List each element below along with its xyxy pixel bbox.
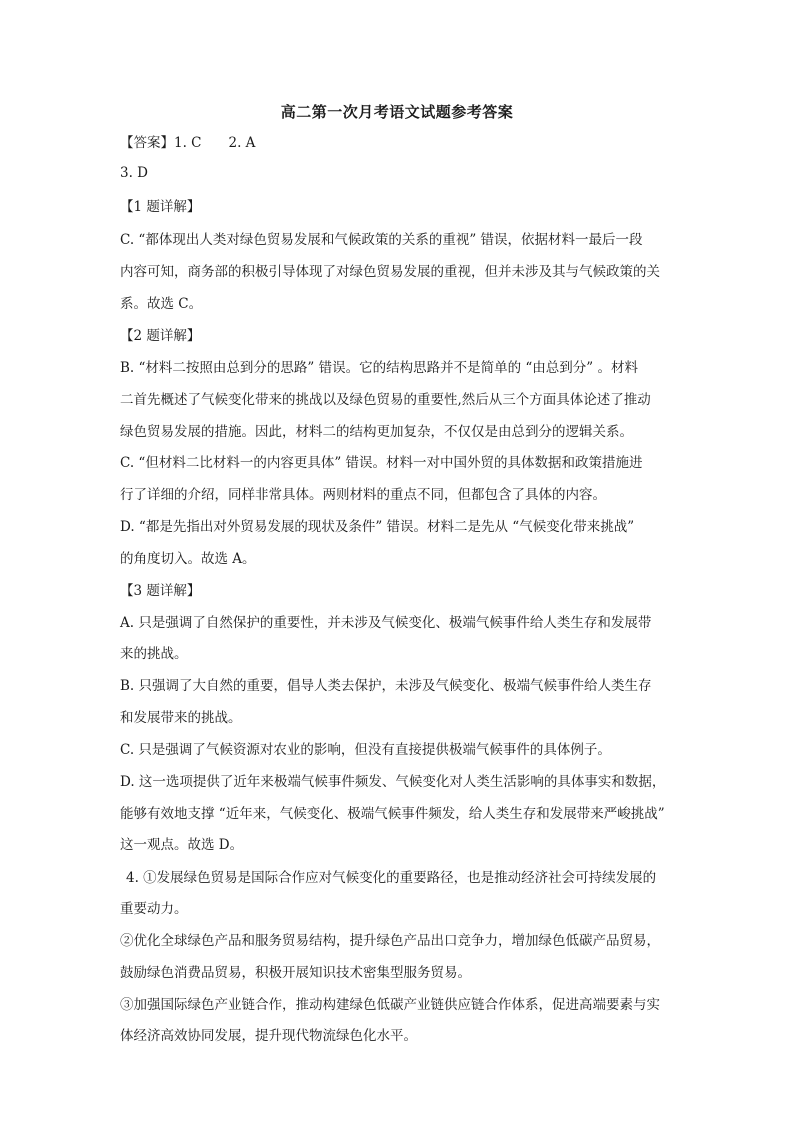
answer-3: 3. D: [120, 165, 148, 181]
page-title: 高二第一次月考语文试题参考答案: [280, 103, 514, 121]
text-line: 和发展带来的挑战。: [120, 710, 242, 726]
answer-summary: 【答案】1. C 2. A: [120, 135, 256, 151]
text-line: 系。故选 C。: [120, 296, 203, 312]
text-line: ②优化全球绿色产品和服务贸易结构，提升绿色产品出口竞争力，增加绿色低碳产品贸易，: [120, 933, 660, 949]
text-line: C. “但材料二比材料一的内容更具体” 错误。材料一对中国外贸的具体数据和政策措施进: [120, 455, 643, 471]
section-heading-q2: 【2 题详解】: [120, 328, 201, 344]
text-line: 这一观点。故选 D。: [120, 837, 244, 853]
text-line: D. 这一选项提供了近年来极端气候事件频发、气候变化对人类生活影响的具体事实和数据，: [120, 774, 666, 790]
text-line: 鼓励绿色消费品贸易，积极开展知识技术密集型服务贸易。: [120, 965, 471, 981]
text-line: 行了详细的介绍，同样非常具体。两则材料的重点不同，但都包含了具体的内容。: [120, 487, 606, 503]
section-heading-q3: 【3 题详解】: [120, 583, 201, 599]
text-line: 体经济高效协同发展，提升现代物流绿色化水平。: [120, 1028, 417, 1044]
text-line: B. “材料二按照由总到分的思路” 错误。它的结构思路并不是简单的 “由总到分” 。材料: [120, 360, 638, 376]
text-line: 重要动力。: [120, 901, 188, 917]
section-heading-q1: 【1 题详解】: [120, 199, 201, 215]
text-line: A. 只是强调了自然保护的重要性，并未涉及气候变化、极端气候事件给人类生存和发展带: [120, 615, 652, 631]
text-line: 内容可知，商务部的积极引导体现了对绿色贸易发展的重视，但并未涉及其与气候政策的关: [120, 264, 660, 280]
text-line: 来的挑战。: [120, 646, 188, 662]
text-line: C. “都体现出人类对绿色贸易发展和气候政策的关系的重视” 错误，依据材料一最后一段: [120, 232, 643, 248]
text-line: 绿色贸易发展的措施。因此，材料二的结构更加复杂，不仅仅是由总到分的逻辑关系。: [120, 424, 633, 440]
text-line: C. 只是强调了气候资源对农业的影响，但没有直接提供极端气候事件的具体例子。: [120, 742, 611, 758]
text-line: 能够有效地支撑 “近年来，气候变化、极端气候事件频发，给人类生存和发展带来严峻挑战”: [120, 806, 665, 822]
text-line: 的角度切入。故选 A。: [120, 551, 256, 567]
text-line: B. 只强调了大自然的重要，倡导人类去保护，未涉及气候变化、极端气候事件给人类生存: [120, 678, 652, 694]
answer-4-line: 4. ①发展绿色贸易是国际合作应对气候变化的重要路径，也是推动经济社会可持续发展的: [126, 870, 657, 886]
text-line: ③加强国际绿色产业链合作，推动构建绿色低碳产业链供应链合作体系，促进高端要素与实: [120, 997, 660, 1013]
text-line: 二首先概述了气候变化带来的挑战以及绿色贸易的重要性,然后从三个方面具体论述了推动: [120, 392, 651, 408]
text-line: D. “都是先指出对外贸易发展的现状及条件” 错误。材料二是先从 “气候变化带来挑战”: [120, 519, 635, 535]
